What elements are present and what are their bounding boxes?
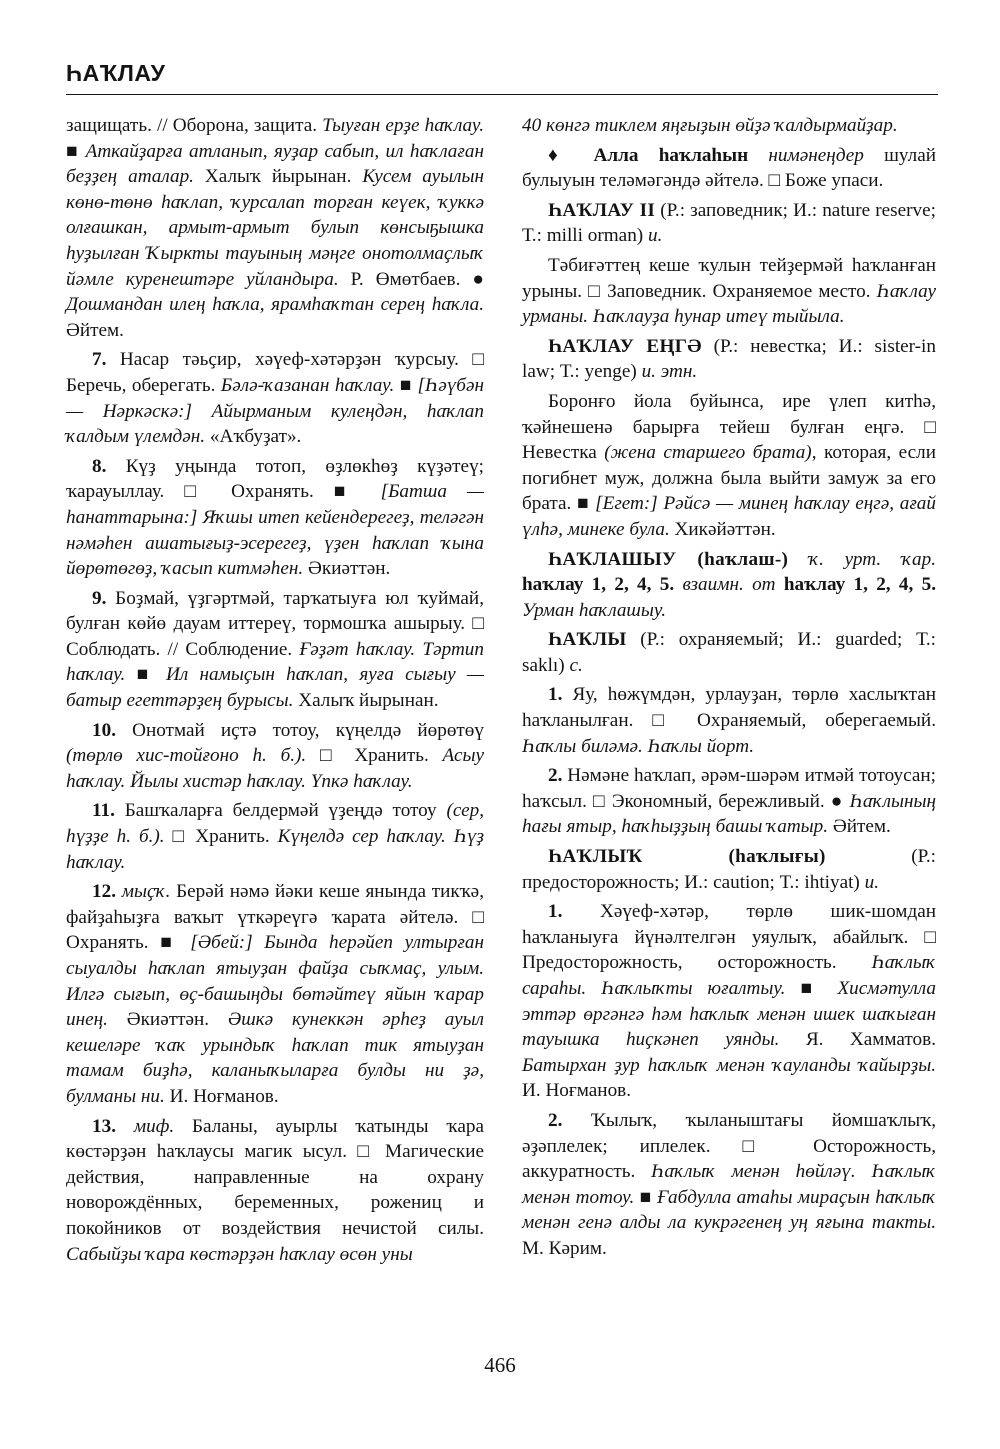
dictionary-paragraph: 1. Хәүеф-хәтәр, төрлө шик-шомдан һаҡланыуға йүнәлтелгән уяулыҡ, абайлыҡ. □ Предосторожность, осторожность. Һаҡлыҡ сараһы. Һаҡлыҡты юғалтыу. ■ Хисмәтулла эттәр өргәнгә һәм һаҡлыҡ менән ишек шаҡыған тауышка һиҫкәнеп уянды. Я. Хамматов. Батырхан ҙур һаҡлыҡ менән ҡауланды ҡайырҙы. И. Ноғманов. [522, 901, 936, 1102]
dictionary-paragraph: 10. Онотмай иҫтә тотоу, күңелдә йөрөтөү (төрлө хис-тойғоно һ. б.). □ Хранить. Асыу һаҡлау. Йылы хистәр һаҡлау. Үпкә һаҡлау. [66, 719, 484, 792]
dictionary-paragraph: 40 көнгә тиклем яңғыҙын өйҙә ҡалдырмайҙар. [522, 115, 898, 136]
dictionary-paragraph: защищать. // Оборона, защита. Тыуған ерҙе һаҡлау. ■ Аткайҙарға атланып, яуҙар сабып, ил һаҡлаған беҙҙең аталар. Халыҡ йырынан. Кусем ауылын көнө-төнө һаҡлап, ҡурсалап торған кеүек, ҡуккә олғашкан, армыт-армыт булып көнсыҕышка һуҙылған Ҡыркты тауының мәңге онотолмаҫлыҡ йәмле куренештәре уйландыра. Р. Өмөтбаев. ● Дошмандан илең һаҡла, ярамһаҡтан серең һаҡла. Әйтем. [66, 115, 485, 341]
dictionary-paragraph: Тәбиғәттең кеше ҡулын тейҙермәй һаҡланған урыны. □ Заповедник. Охраняемое место. Һаҡлау урманы. Һаҡлауҙа һунар итеү тыйыла. [522, 254, 936, 328]
header-rule [66, 94, 938, 95]
dictionary-paragraph: ♦ Алла һаҡлаһын нимәнеңдер шулай булыуын теләмәгәндә әйтелә. □ Боже упаси. [522, 144, 937, 192]
dictionary-paragraph: ҺАҠЛЫ (Р.: охраняемый; И.: guarded; Т.: saklı) с. [522, 629, 936, 676]
dictionary-paragraph: ҺАҠЛАУ II (Р.: заповедник; И.: nature reserve; Т.: milli orman) и. [522, 199, 936, 247]
page-number: 466 [484, 1353, 516, 1377]
right-column [522, 113, 936, 1266]
dictionary-paragraph: 2. Нәмәне һаҡлап, әрәм-шәрәм итмәй тотоусан; һаҡсыл. □ Экономный, бережливый. ● Һаҡлының һағы ятыр, һаҡһыҙҙың башы ҡатыр. Әйтем. [522, 765, 936, 838]
dictionary-paragraph: ҺАҠЛАШЫУ (һаҡлаш-) ҡ. урт. ҡар. һаҡлау 1, 2, 4, 5. взаимн. от һаҡлау 1, 2, 4, 5. Урман һаҡлашыу. [522, 548, 937, 621]
dictionary-paragraph: 7. Насар тәьҫир, хәүеф-хәтәрҙән ҡурсыу. □ Беречь, оберегать. Бәлә-ҡазанан һаҡлау. ■ [Һәүбән — Нәркәскә:] Айырманым кулеңдән, һаҡлап ҡалдым үлемдән. «Аҡбуҙат». [66, 349, 484, 448]
dictionary-paragraph: Боронғо йола буйынса, ире үлеп китһә, ҡәйнешенә барырға тейеш булған еңгә. □ Невестка (жена старшего брата), которая, если погибнет муж, должна была выйти замуж за его брата. ■ [Егет:] Рәйсә — минең һаҡлау еңгә, ағай үлһә, минеке була. Хикәйәттән. [522, 390, 937, 540]
left-column [66, 113, 484, 1271]
dictionary-paragraph: 8. Күҙ уңында тотоп, өҙлөкһөҙ күҙәтеү; ҡарауыллау. □ Охранять. ■ [Батша — һанаттарына:] Яҡшы итеп кейендерегеҙ, теләгән нәмәһен ашатығыҙ-эсерегеҙ, үҙен һаҡлап ҡына йөрөтөгөҙ, ҡасып китмәһен. Әкиәттән. [66, 455, 485, 580]
dictionary-paragraph: 9. Боҙмай, үҙгәртмәй, тарҡатыуға юл ҡуймай, булған көйө дауам иттереү, тормошҡа ашырыу. □ Соблюдать. // Соблюдение. Ғәҙәт һаҡлау. Тәртип һаҡлау. ■ Ил намыҫын һаҡлап, яуға сығыу — батыр егеттәрҙең бурысы. Халыҡ йырынан. [66, 587, 484, 712]
dictionary-paragraph: ҺАҠЛАУ ЕҢГӘ (Р.: невестка; И.: sister-in law; Т.: yenge) и. этн. [522, 335, 936, 383]
dictionary-paragraph: 1. Яу, һөжүмдән, урлауҙан, төрлө хаслыҡтан һаҡланылған. □ Охраняемый, оберегаемый. Һаҡлы биләмә. Һаҡлы йорт. [522, 684, 936, 757]
dictionary-paragraph: 12. мыҫҡ. Берәй нәмә йәки кеше янында тикҡә, файҙаһыҙға ваҡыт үткәреүгә ҡарата әйтелә. □ Охранять. ■ [Әбей:] Бында һерәйеп ултырған сыуалды һаҡлап ятыуҙан файҙа сыҡмаҫ, улым. Илгә сығып, өҫ-башыңды бөтәйтеү яйын ҡарар инең. Әкиәттән. Әшкә кунеккән әрһеҙ ауыл кешеләре ҡаҡ урындыҡ һаҡлап тик ятыуҙан тамам биҙһә, каланыҡыларға булды ни ҙә, булманы ни. И. Ноғманов. [66, 881, 484, 1107]
dictionary-paragraph: 2. Ҡылыҡ, ҡыланыштағы йомшаҡлыҡ, әҙәплелек; иплелек. □ Осторожность, аккуратность. Һаҡлыҡ менән һөйләү. Һаҡлыҡ менән тотоу. ■ Ғабдулла атаһы мираҫын һаҡлыҡ менән генә алды ла кукрәгенең уң яғына такты. М. Кәрим. [522, 1109, 936, 1259]
dictionary-paragraph: 11. Башҡаларға белдермәй үҙеңдә тотоу (сер, һүҙҙе һ. б.). □ Хранить. Күңелдә сер һаҡлау. Һүҙ һаҡлау. [66, 800, 484, 873]
dictionary-paragraph: 13. миф. Баланы, ауырлы ҡатынды ҡара көстәрҙән һаҡлаусы магик ысул. □ Магические действия, направленные на охрану новорождённых, беременных, рожениц и покойников от воздействия нечистой силы. Сабыйҙы ҡара көстәрҙән һаҡлау өсөн уны [66, 1115, 485, 1265]
running-head: ҺАҠЛАУ [66, 60, 166, 86]
dictionary-paragraph: ҺАҠЛЫҠ (һаҡлығы) (Р.: предосторожность; И.: caution; Т.: ihtiyat) и. [522, 846, 936, 893]
